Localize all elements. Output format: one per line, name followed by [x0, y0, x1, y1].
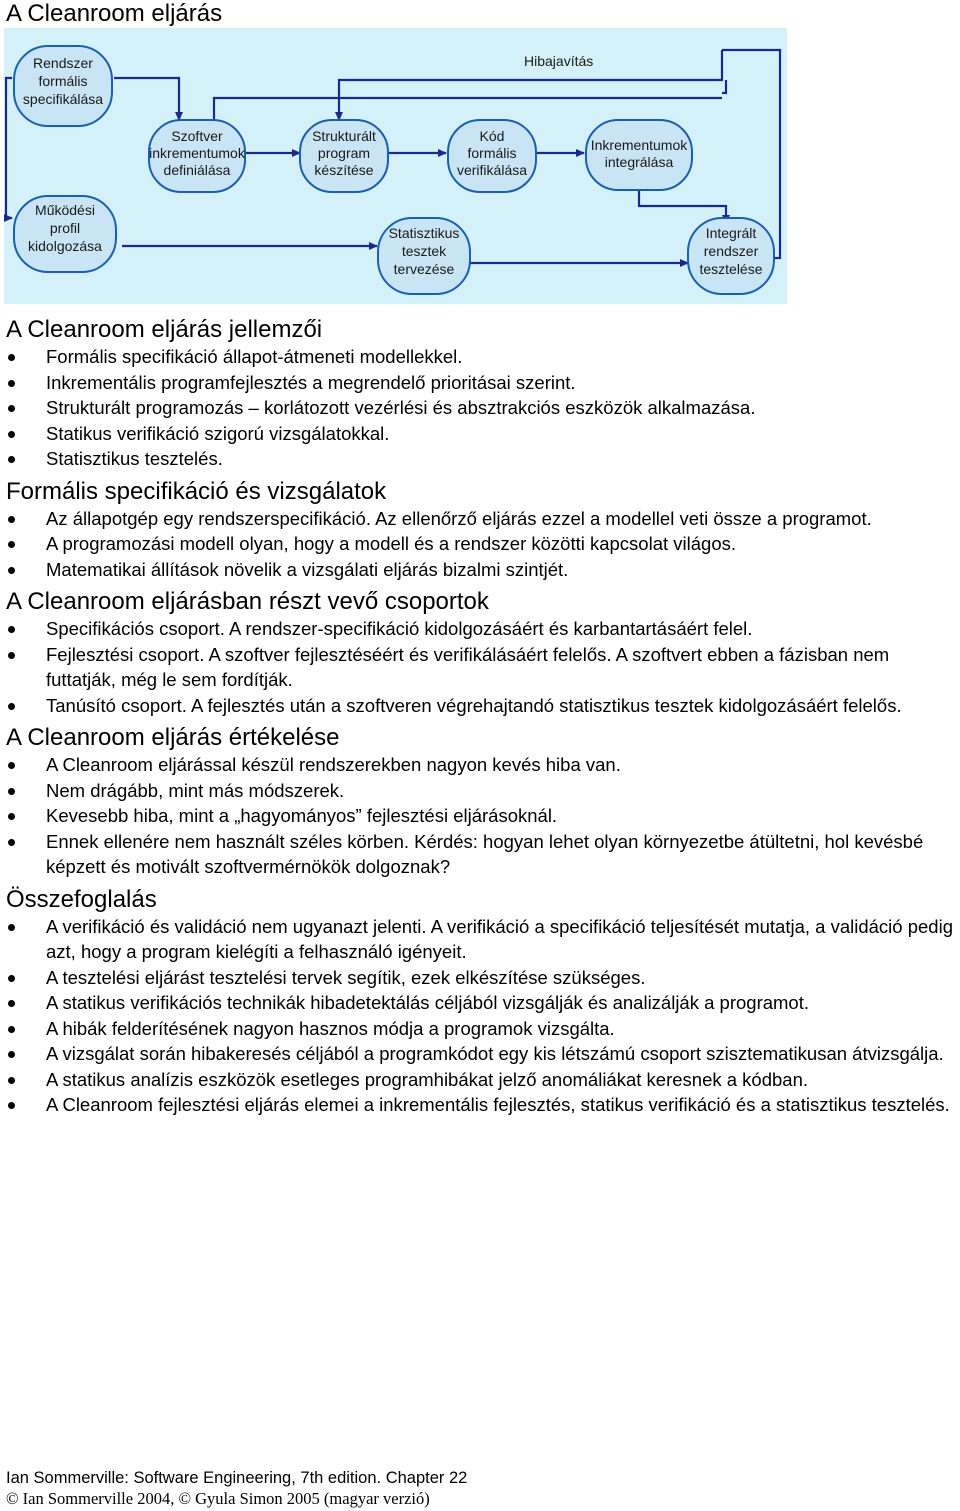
list-item: Kevesebb hiba, mint a „hagyományos” fejlesztési eljárásoknál.: [6, 803, 956, 829]
svg-text:Kód: Kód: [479, 128, 505, 144]
cleanroom-process-diagram: [4, 28, 787, 304]
svg-text:Működési: Működési: [35, 202, 95, 218]
list-item: Statisztikus tesztelés.: [6, 446, 956, 472]
box-mukodesi-profil: [14, 196, 116, 272]
section-heading: Formális specifikáció és vizsgálatok: [6, 477, 387, 505]
svg-text:Statisztikus: Statisztikus: [388, 225, 460, 241]
list-item: A statikus verifikációs technikák hibadetektálás céljából vizsgálják és analizálják a programot.: [6, 990, 956, 1016]
svg-text:készítése: készítése: [314, 162, 374, 178]
box-statisztikus-tesztek: [378, 218, 470, 294]
bullet-icon: [8, 813, 15, 820]
arrow-to-szoftver-top: [214, 98, 722, 120]
svg-text:tesztelése: tesztelése: [699, 261, 763, 277]
list-item: A programozási modell olyan, hogy a modell és a rendszer közötti kapcsolat világos.: [6, 531, 956, 557]
svg-text:Integrált: Integrált: [705, 225, 757, 241]
bullet-list: [6, 616, 956, 718]
bullet-icon: [8, 1026, 15, 1033]
svg-text:program: program: [317, 145, 371, 161]
svg-text:kidolgozása: kidolgozása: [28, 238, 102, 254]
bullet-icon: [8, 1077, 15, 1084]
bullet-icon: [8, 1000, 15, 1007]
svg-text:formális: formális: [38, 73, 88, 89]
bullet-icon: [8, 975, 15, 982]
footer-copyright: © Ian Sommerville 2004, © Gyula Simon 2005 (magyar verzió): [6, 1489, 430, 1508]
svg-text:verifikálása: verifikálása: [456, 162, 528, 178]
arrow-rendszer-to-szoftver: [114, 78, 179, 120]
list-item: Statikus verifikáció szigorú vizsgálatokkal.: [6, 421, 956, 447]
bullet-icon: [8, 839, 15, 846]
section-csoportok: [6, 588, 956, 718]
svg-text:formális: formális: [467, 145, 517, 161]
section-jellemzoi: [6, 316, 956, 472]
box-strukturalt-program: [300, 120, 388, 192]
bullet-icon: [8, 516, 15, 523]
list-item: A Cleanroom fejlesztési eljárás elemei a inkrementális fejlesztés, statikus verifikáció és a statisztikus tesztelés.: [6, 1092, 956, 1118]
bullet-icon: [8, 380, 15, 387]
list-item: Formális specifikáció állapot-átmeneti modellekkel.: [6, 344, 956, 370]
svg-text:Inkrementumok: Inkrementumok: [590, 137, 688, 153]
arrow-rendszer-to-mukodesi: [6, 78, 12, 218]
section-ertekelese: [6, 724, 956, 880]
section-heading: A Cleanroom eljárásban részt vevő csoportok: [6, 588, 489, 615]
bullet-list: [6, 506, 956, 583]
footer-source: Ian Sommerville: Software Engineering, 7th edition. Chapter 22: [6, 1469, 468, 1487]
process-diagram-svg: [4, 28, 787, 304]
svg-text:tervezése: tervezése: [393, 261, 455, 277]
list-item: Az állapotgép egy rendszerspecifikáció. Az ellenőrző eljárás ezzel a modellel veti össze a programot.: [6, 506, 956, 532]
svg-text:integrálása: integrálása: [604, 154, 674, 170]
arrow-inkrementum-to-integralt: [639, 190, 726, 223]
section-heading: A Cleanroom eljárás jellemzői: [6, 316, 323, 343]
bullet-icon: [8, 541, 15, 548]
box-inkrementumok-integralasa: [586, 120, 692, 190]
box-kod-verifikalasa: [448, 120, 536, 192]
bullet-icon: [8, 762, 15, 769]
bullet-icon: [8, 652, 15, 659]
bullet-icon: [8, 456, 15, 463]
bullet-icon: [8, 354, 15, 361]
list-item: Matematikai állítások növelik a vizsgálati eljárás bizalmi szintjét.: [6, 557, 956, 583]
svg-text:definiálása: definiálása: [163, 162, 231, 178]
svg-text:tesztek: tesztek: [401, 243, 447, 259]
list-item: Inkrementális programfejlesztés a megrendelő prioritásai szerint.: [6, 370, 956, 396]
list-item: A Cleanroom eljárással készül rendszerekben nagyon kevés hiba van.: [6, 752, 956, 778]
box-integralt-rendszer: [688, 218, 774, 294]
list-item: Strukturált programozás – korlátozott vezérlési és absztrakciós eszközök alkalmazása.: [6, 395, 956, 421]
svg-text:inkrementumok: inkrementumok: [149, 145, 245, 161]
list-item: Ennek ellenére nem használt széles körben. Kérdés: hogyan lehet olyan környezetbe átültetni, hol kevésbé képzett és motivált szoftvermérnökök dolgoznak?: [6, 829, 956, 880]
box-szoftver-inkrementumok: [149, 120, 246, 192]
section-heading: A Cleanroom eljárás értékelése: [6, 724, 340, 751]
box-rendszer: [14, 46, 112, 126]
list-item: Specifikációs csoport. A rendszer-specifikáció kidolgozásáért és karbantartásáért felel.: [6, 616, 956, 642]
bullet-icon: [8, 405, 15, 412]
hibajavitas-label: Hibajavítás: [524, 53, 594, 69]
bullet-icon: [8, 1051, 15, 1058]
list-item: A vizsgálat során hibakeresés céljából a programkódot egy kis létszámú csoport szisztematikusan átvizsgálja.: [6, 1041, 956, 1067]
svg-text:Strukturált: Strukturált: [312, 128, 376, 144]
svg-text:Szoftver: Szoftver: [171, 128, 223, 144]
bullet-icon: [8, 703, 15, 710]
section-osszefoglalas: [6, 886, 956, 1118]
list-item: A tesztelési eljárást tesztelési tervek segítik, ezek elkészítése szükséges.: [6, 965, 956, 991]
bullet-icon: [8, 924, 15, 931]
bullet-list: [6, 752, 956, 880]
list-item: Nem drágább, mint más módszerek.: [6, 778, 956, 804]
bullet-icon: [8, 431, 15, 438]
bullet-list: [6, 914, 956, 1118]
svg-text:rendszer: rendszer: [703, 243, 759, 259]
bullet-icon: [8, 788, 15, 795]
bullet-list: [6, 344, 956, 472]
section-heading: Összefoglalás: [6, 885, 157, 913]
list-item: A statikus analízis eszközök esetleges programhibákat jelző anomáliákat keresnek a kódban.: [6, 1067, 956, 1093]
section-formalis: [6, 478, 956, 583]
list-item: Tanúsító csoport. A fejlesztés után a szoftveren végrehajtandó statisztikus tesztek kidolgozásáért felelős.: [6, 693, 956, 719]
list-item: A hibák felderítésének nagyon hasznos módja a programok vizsgálta.: [6, 1016, 956, 1042]
bullet-icon: [8, 626, 15, 633]
footer: [6, 1468, 467, 1510]
svg-text:specifikálása: specifikálása: [22, 91, 104, 107]
list-item: Fejlesztési csoport. A szoftver fejlesztéséért és verifikálásáért felelős. A szoftvert ebben a fázisban nem futtatják, még le sem fordítják.: [6, 642, 956, 693]
arrow-feedback-stub: [722, 80, 726, 93]
bullet-icon: [8, 1102, 15, 1109]
page-title: A Cleanroom eljárás: [6, 0, 223, 27]
bullet-icon: [8, 567, 15, 574]
content: [6, 316, 956, 1124]
svg-text:Rendszer: Rendszer: [33, 55, 93, 71]
list-item: A verifikáció és validáció nem ugyanazt jelenti. A verifikáció a specifikáció teljesítését mutatja, a validáció pedig azt, hogy a program kielégíti a felhasználó igényeit.: [6, 914, 956, 965]
svg-text:profil: profil: [49, 220, 81, 236]
